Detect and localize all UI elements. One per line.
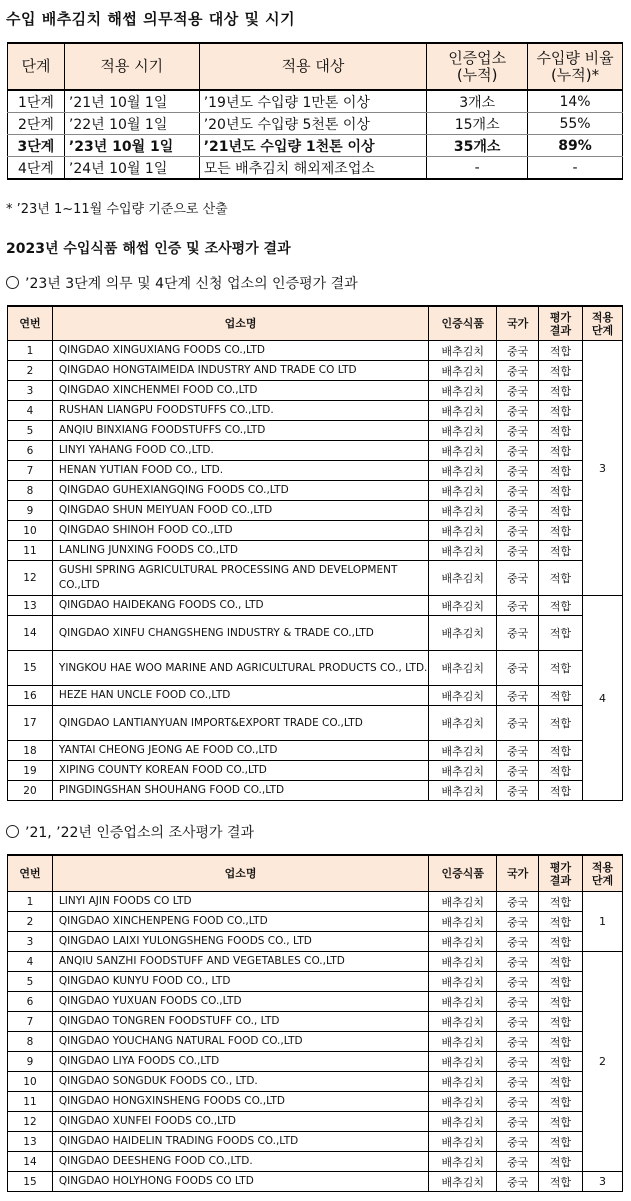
row-number: 12 bbox=[8, 1112, 53, 1132]
column-header: 업소명 bbox=[52, 306, 428, 341]
column-header: 적용 단계 bbox=[583, 306, 623, 341]
country: 중국 bbox=[497, 421, 539, 441]
certified-food: 배추김치 bbox=[429, 401, 497, 421]
inspection-header-row bbox=[8, 855, 623, 892]
certified-food: 배추김치 bbox=[429, 381, 497, 401]
schedule-cell: 15개소 bbox=[427, 113, 528, 135]
certified-food: 배추김치 bbox=[429, 1012, 497, 1032]
column-header: 적용 대상 bbox=[199, 43, 427, 90]
company-name: QINGDAO HONGTAIMEIDA INDUSTRY AND TRADE CO LTD bbox=[52, 361, 428, 381]
company-name: QINGDAO DEESHENG FOOD CO.,LTD. bbox=[52, 1152, 428, 1172]
company-name: LINYI YAHANG FOOD CO.,LTD. bbox=[52, 441, 428, 461]
row-number: 9 bbox=[8, 1052, 53, 1072]
country: 중국 bbox=[497, 1112, 539, 1132]
country: 중국 bbox=[497, 561, 539, 596]
list2-caption-text: ’21, ’22년 인증업소의 조사평가 결과 bbox=[25, 825, 255, 841]
evaluation-result: 적합 bbox=[539, 1112, 583, 1132]
table-row bbox=[8, 761, 623, 781]
applied-stage: 1 bbox=[583, 892, 623, 952]
schedule-cell: ’22년 10월 1일 bbox=[64, 113, 199, 135]
schedule-cell: - bbox=[427, 157, 528, 180]
company-name: YANTAI CHEONG JEONG AE FOOD CO.,LTD bbox=[52, 741, 428, 761]
schedule-cell: ’19년도 수입량 1만톤 이상 bbox=[199, 90, 427, 113]
company-name: QINGDAO YOUCHANG NATURAL FOOD CO.,LTD bbox=[52, 1032, 428, 1052]
schedule-cell: ’24년 10월 1일 bbox=[64, 157, 199, 180]
company-name: QINGDAO LANTIANYUAN IMPORT&EXPORT TRADE CO.,LTD bbox=[52, 706, 428, 741]
evaluation-result: 적합 bbox=[539, 952, 583, 972]
country: 중국 bbox=[497, 441, 539, 461]
table-row bbox=[8, 616, 623, 651]
country: 중국 bbox=[497, 1012, 539, 1032]
table-row bbox=[8, 781, 623, 801]
table-row bbox=[8, 441, 623, 461]
table-row bbox=[8, 596, 623, 616]
company-name: QINGDAO HONGXINSHENG FOODS CO.,LTD bbox=[52, 1092, 428, 1112]
circle-bullet-icon bbox=[6, 825, 19, 838]
certified-food: 배추김치 bbox=[429, 361, 497, 381]
row-number: 1 bbox=[8, 341, 53, 361]
table-row bbox=[8, 481, 623, 501]
row-number: 2 bbox=[8, 912, 53, 932]
certified-food: 배추김치 bbox=[429, 501, 497, 521]
certified-food: 배추김치 bbox=[429, 761, 497, 781]
table-row bbox=[8, 952, 623, 972]
row-number: 18 bbox=[8, 741, 53, 761]
country: 중국 bbox=[497, 992, 539, 1012]
country: 중국 bbox=[497, 381, 539, 401]
evaluation-result: 적합 bbox=[539, 521, 583, 541]
company-name: QINGDAO SONGDUK FOODS CO., LTD. bbox=[52, 1072, 428, 1092]
schedule-cell: 3단계 bbox=[8, 135, 65, 157]
certified-food: 배추김치 bbox=[429, 952, 497, 972]
row-number: 11 bbox=[8, 1092, 53, 1112]
country: 중국 bbox=[497, 781, 539, 801]
row-number: 19 bbox=[8, 761, 53, 781]
evaluation-result: 적합 bbox=[539, 761, 583, 781]
country: 중국 bbox=[497, 501, 539, 521]
column-header: 단계 bbox=[8, 43, 65, 90]
evaluation-result: 적합 bbox=[539, 1072, 583, 1092]
table-row bbox=[8, 932, 623, 952]
schedule-cell: 3개소 bbox=[427, 90, 528, 113]
row-number: 4 bbox=[8, 952, 53, 972]
evaluation-result: 적합 bbox=[539, 932, 583, 952]
evaluation-result: 적합 bbox=[539, 741, 583, 761]
table-row bbox=[8, 992, 623, 1012]
company-name: QINGDAO XINFU CHANGSHENG INDUSTRY & TRADE CO.,LTD bbox=[52, 616, 428, 651]
country: 중국 bbox=[497, 541, 539, 561]
evaluation-result: 적합 bbox=[539, 421, 583, 441]
certified-food: 배추김치 bbox=[429, 781, 497, 801]
country: 중국 bbox=[497, 1092, 539, 1112]
column-header: 인증업소 (누적) bbox=[427, 43, 528, 90]
country: 중국 bbox=[497, 952, 539, 972]
schedule-cell: ’20년도 수입량 5천톤 이상 bbox=[199, 113, 427, 135]
company-name: HEZE HAN UNCLE FOOD CO.,LTD bbox=[52, 686, 428, 706]
certified-food: 배추김치 bbox=[429, 1112, 497, 1132]
certified-food: 배추김치 bbox=[429, 1132, 497, 1152]
company-name: QINGDAO HAIDEKANG FOODS CO., LTD bbox=[52, 596, 428, 616]
applied-stage: 3 bbox=[583, 341, 623, 596]
circle-bullet-icon bbox=[6, 276, 19, 289]
schedule-row bbox=[8, 90, 623, 113]
row-number: 10 bbox=[8, 1072, 53, 1092]
schedule-cell: 4단계 bbox=[8, 157, 65, 180]
evaluation-result: 적합 bbox=[539, 381, 583, 401]
column-header: 국가 bbox=[497, 306, 539, 341]
company-name: RUSHAN LIANGPU FOODSTUFFS CO.,LTD. bbox=[52, 401, 428, 421]
certified-food: 배추김치 bbox=[429, 706, 497, 741]
company-name: LANLING JUNXING FOODS CO.,LTD bbox=[52, 541, 428, 561]
country: 중국 bbox=[497, 1132, 539, 1152]
schedule-cell: 모든 배추김치 해외제조업소 bbox=[199, 157, 427, 180]
company-name: XIPING COUNTY KOREAN FOOD CO.,LTD bbox=[52, 761, 428, 781]
country: 중국 bbox=[497, 481, 539, 501]
certified-food: 배추김치 bbox=[429, 541, 497, 561]
column-header: 인증식품 bbox=[429, 855, 497, 892]
column-header: 적용 단계 bbox=[583, 855, 623, 892]
evaluation-result: 적합 bbox=[539, 706, 583, 741]
applied-stage: 2 bbox=[583, 952, 623, 1172]
country: 중국 bbox=[497, 706, 539, 741]
certified-food: 배추김치 bbox=[429, 596, 497, 616]
company-name: HENAN YUTIAN FOOD CO., LTD. bbox=[52, 461, 428, 481]
row-number: 1 bbox=[8, 892, 53, 912]
row-number: 9 bbox=[8, 501, 53, 521]
schedule-cell: ’21년도 수입량 1천톤 이상 bbox=[199, 135, 427, 157]
row-number: 5 bbox=[8, 421, 53, 441]
company-name: QINGDAO XINCHENPENG FOOD CO.,LTD bbox=[52, 912, 428, 932]
evaluation-result: 적합 bbox=[539, 781, 583, 801]
country: 중국 bbox=[497, 1072, 539, 1092]
table-row bbox=[8, 1092, 623, 1112]
schedule-row bbox=[8, 157, 623, 180]
schedule-row bbox=[8, 135, 623, 157]
company-name: ANQIU SANZHI FOODSTUFF AND VEGETABLES CO.,LTD bbox=[52, 952, 428, 972]
schedule-cell: 14% bbox=[528, 90, 623, 113]
schedule-cell: 35개소 bbox=[427, 135, 528, 157]
column-header: 연번 bbox=[8, 855, 53, 892]
table-row bbox=[8, 741, 623, 761]
country: 중국 bbox=[497, 972, 539, 992]
company-name: YINGKOU HAE WOO MARINE AND AGRICULTURAL PRODUCTS CO., LTD. bbox=[52, 651, 428, 686]
evaluation-result: 적합 bbox=[539, 481, 583, 501]
company-name: LINYI AJIN FOODS CO LTD bbox=[52, 892, 428, 912]
table-row bbox=[8, 706, 623, 741]
row-number: 13 bbox=[8, 596, 53, 616]
applied-stage: 3 bbox=[583, 1172, 623, 1192]
evaluation-result: 적합 bbox=[539, 1012, 583, 1032]
table-row bbox=[8, 421, 623, 441]
company-name: QINGDAO XINCHENMEI FOOD CO.,LTD bbox=[52, 381, 428, 401]
table-row bbox=[8, 892, 623, 912]
company-name: QINGDAO SHINOH FOOD CO.,LTD bbox=[52, 521, 428, 541]
row-number: 3 bbox=[8, 932, 53, 952]
certified-food: 배추김치 bbox=[429, 972, 497, 992]
evaluation-result: 적합 bbox=[539, 1032, 583, 1052]
evaluation-result: 적합 bbox=[539, 992, 583, 1012]
table-row bbox=[8, 401, 623, 421]
table-row bbox=[8, 912, 623, 932]
table-row bbox=[8, 361, 623, 381]
evaluation-result: 적합 bbox=[539, 341, 583, 361]
table-row bbox=[8, 1132, 623, 1152]
evaluation-result: 적합 bbox=[539, 972, 583, 992]
schedule-header-row bbox=[8, 43, 623, 90]
certified-food: 배추김치 bbox=[429, 341, 497, 361]
list1-caption-text: ’23년 3단계 의무 및 4단계 신청 업소의 인증평가 결과 bbox=[25, 276, 358, 292]
table-row bbox=[8, 561, 623, 596]
evaluation-result: 적합 bbox=[539, 651, 583, 686]
country: 중국 bbox=[497, 461, 539, 481]
certified-food: 배추김치 bbox=[429, 616, 497, 651]
column-header: 인증식품 bbox=[429, 306, 497, 341]
row-number: 12 bbox=[8, 561, 53, 596]
certified-food: 배추김치 bbox=[429, 1172, 497, 1192]
company-name: QINGDAO SHUN MEIYUAN FOOD CO.,LTD bbox=[52, 501, 428, 521]
column-header: 업소명 bbox=[52, 855, 428, 892]
evaluation-result: 적합 bbox=[539, 1152, 583, 1172]
column-header: 적용 시기 bbox=[64, 43, 199, 90]
table-row bbox=[8, 461, 623, 481]
country: 중국 bbox=[497, 521, 539, 541]
row-number: 13 bbox=[8, 1132, 53, 1152]
certified-food: 배추김치 bbox=[429, 932, 497, 952]
applied-stage: 4 bbox=[583, 596, 623, 801]
company-name: GUSHI SPRING AGRICULTURAL PROCESSING AND DEVELOPMENT CO.,LTD bbox=[52, 561, 428, 596]
certified-food: 배추김치 bbox=[429, 481, 497, 501]
schedule-cell: 1단계 bbox=[8, 90, 65, 113]
row-number: 16 bbox=[8, 686, 53, 706]
footnote: * ’23년 1~11월 수입량 기준으로 산출 bbox=[6, 202, 228, 217]
row-number: 17 bbox=[8, 706, 53, 741]
table-row bbox=[8, 1152, 623, 1172]
row-number: 5 bbox=[8, 972, 53, 992]
row-number: 7 bbox=[8, 461, 53, 481]
section-title: 2023년 수입식품 해썹 인증 및 조사평가 결과 bbox=[6, 241, 291, 257]
certified-food: 배추김치 bbox=[429, 1072, 497, 1092]
evaluation-result: 적합 bbox=[539, 541, 583, 561]
column-header: 국가 bbox=[497, 855, 539, 892]
country: 중국 bbox=[497, 341, 539, 361]
column-header: 평가 결과 bbox=[539, 306, 583, 341]
certified-food: 배추김치 bbox=[429, 421, 497, 441]
certified-food: 배추김치 bbox=[429, 741, 497, 761]
row-number: 6 bbox=[8, 992, 53, 1012]
company-name: QINGDAO LAIXI YULONGSHENG FOODS CO., LTD bbox=[52, 932, 428, 952]
certified-food: 배추김치 bbox=[429, 686, 497, 706]
table-row bbox=[8, 341, 623, 361]
schedule-row bbox=[8, 113, 623, 135]
table-row bbox=[8, 501, 623, 521]
schedule-cell: 55% bbox=[528, 113, 623, 135]
evaluation-result: 적합 bbox=[539, 596, 583, 616]
evaluation-result: 적합 bbox=[539, 1052, 583, 1072]
schedule-cell: ’21년 10월 1일 bbox=[64, 90, 199, 113]
country: 중국 bbox=[497, 741, 539, 761]
evaluation-result: 적합 bbox=[539, 441, 583, 461]
evaluation-result: 적합 bbox=[539, 1132, 583, 1152]
company-name: ANQIU BINXIANG FOODSTUFFS CO.,LTD bbox=[52, 421, 428, 441]
inspection-result-table bbox=[7, 854, 623, 1192]
certified-food: 배추김치 bbox=[429, 561, 497, 596]
row-number: 3 bbox=[8, 381, 53, 401]
row-number: 15 bbox=[8, 651, 53, 686]
row-number: 20 bbox=[8, 781, 53, 801]
table-row bbox=[8, 686, 623, 706]
certified-food: 배추김치 bbox=[429, 651, 497, 686]
evaluation-result: 적합 bbox=[539, 461, 583, 481]
table-row bbox=[8, 1012, 623, 1032]
certified-food: 배추김치 bbox=[429, 1092, 497, 1112]
evaluation-result: 적합 bbox=[539, 401, 583, 421]
column-header: 수입량 비율 (누적)* bbox=[528, 43, 623, 90]
row-number: 10 bbox=[8, 521, 53, 541]
certified-food: 배추김치 bbox=[429, 521, 497, 541]
company-name: QINGDAO GUHEXIANGQING FOODS CO.,LTD bbox=[52, 481, 428, 501]
company-name: QINGDAO LIYA FOODS CO.,LTD bbox=[52, 1052, 428, 1072]
evaluation-result: 적합 bbox=[539, 561, 583, 596]
country: 중국 bbox=[497, 1152, 539, 1172]
schedule-cell: 2단계 bbox=[8, 113, 65, 135]
company-name: QINGDAO KUNYU FOOD CO., LTD bbox=[52, 972, 428, 992]
company-name: QINGDAO TONGREN FOODSTUFF CO., LTD bbox=[52, 1012, 428, 1032]
table-row bbox=[8, 521, 623, 541]
row-number: 14 bbox=[8, 616, 53, 651]
certified-food: 배추김치 bbox=[429, 992, 497, 1012]
country: 중국 bbox=[497, 686, 539, 706]
country: 중국 bbox=[497, 761, 539, 781]
table-row bbox=[8, 1052, 623, 1072]
country: 중국 bbox=[497, 616, 539, 651]
country: 중국 bbox=[497, 1052, 539, 1072]
page-title: 수입 배추김치 해썹 의무적용 대상 및 시기 bbox=[6, 10, 296, 28]
row-number: 14 bbox=[8, 1152, 53, 1172]
certification-header-row bbox=[8, 306, 623, 341]
table-row bbox=[8, 651, 623, 686]
schedule-cell: 89% bbox=[528, 135, 623, 157]
table-row bbox=[8, 972, 623, 992]
row-number: 11 bbox=[8, 541, 53, 561]
company-name: QINGDAO HAIDELIN TRADING FOODS CO.,LTD bbox=[52, 1132, 428, 1152]
list1-caption bbox=[6, 273, 358, 293]
list2-caption bbox=[6, 822, 254, 842]
company-name: PINGDINGSHAN SHOUHANG FOOD CO.,LTD bbox=[52, 781, 428, 801]
table-row bbox=[8, 1032, 623, 1052]
evaluation-result: 적합 bbox=[539, 912, 583, 932]
column-header: 평가 결과 bbox=[539, 855, 583, 892]
certified-food: 배추김치 bbox=[429, 441, 497, 461]
country: 중국 bbox=[497, 596, 539, 616]
row-number: 6 bbox=[8, 441, 53, 461]
certified-food: 배추김치 bbox=[429, 912, 497, 932]
row-number: 7 bbox=[8, 1012, 53, 1032]
company-name: QINGDAO YUXUAN FOODS CO.,LTD bbox=[52, 992, 428, 1012]
evaluation-result: 적합 bbox=[539, 616, 583, 651]
evaluation-result: 적합 bbox=[539, 1092, 583, 1112]
certification-result-table bbox=[7, 305, 623, 801]
table-row bbox=[8, 1112, 623, 1132]
row-number: 8 bbox=[8, 1032, 53, 1052]
country: 중국 bbox=[497, 892, 539, 912]
country: 중국 bbox=[497, 361, 539, 381]
column-header: 연번 bbox=[8, 306, 53, 341]
company-name: QINGDAO XUNFEI FOODS CO.,LTD bbox=[52, 1112, 428, 1132]
company-name: QINGDAO XINGUXIANG FOODS CO.,LTD bbox=[52, 341, 428, 361]
certified-food: 배추김치 bbox=[429, 461, 497, 481]
country: 중국 bbox=[497, 401, 539, 421]
company-name: QINGDAO HOLYHONG FOODS CO LTD bbox=[52, 1172, 428, 1192]
schedule-table bbox=[7, 42, 623, 180]
evaluation-result: 적합 bbox=[539, 686, 583, 706]
row-number: 8 bbox=[8, 481, 53, 501]
country: 중국 bbox=[497, 912, 539, 932]
row-number: 4 bbox=[8, 401, 53, 421]
row-number: 2 bbox=[8, 361, 53, 381]
table-row bbox=[8, 541, 623, 561]
country: 중국 bbox=[497, 932, 539, 952]
certified-food: 배추김치 bbox=[429, 1032, 497, 1052]
certified-food: 배추김치 bbox=[429, 1052, 497, 1072]
table-row bbox=[8, 1072, 623, 1092]
certified-food: 배추김치 bbox=[429, 892, 497, 912]
country: 중국 bbox=[497, 1032, 539, 1052]
country: 중국 bbox=[497, 1172, 539, 1192]
evaluation-result: 적합 bbox=[539, 1172, 583, 1192]
evaluation-result: 적합 bbox=[539, 501, 583, 521]
schedule-cell: ’23년 10월 1일 bbox=[64, 135, 199, 157]
evaluation-result: 적합 bbox=[539, 361, 583, 381]
row-number: 15 bbox=[8, 1172, 53, 1192]
table-row bbox=[8, 1172, 623, 1192]
certified-food: 배추김치 bbox=[429, 1152, 497, 1172]
evaluation-result: 적합 bbox=[539, 892, 583, 912]
table-row bbox=[8, 381, 623, 401]
schedule-cell: - bbox=[528, 157, 623, 180]
country: 중국 bbox=[497, 651, 539, 686]
